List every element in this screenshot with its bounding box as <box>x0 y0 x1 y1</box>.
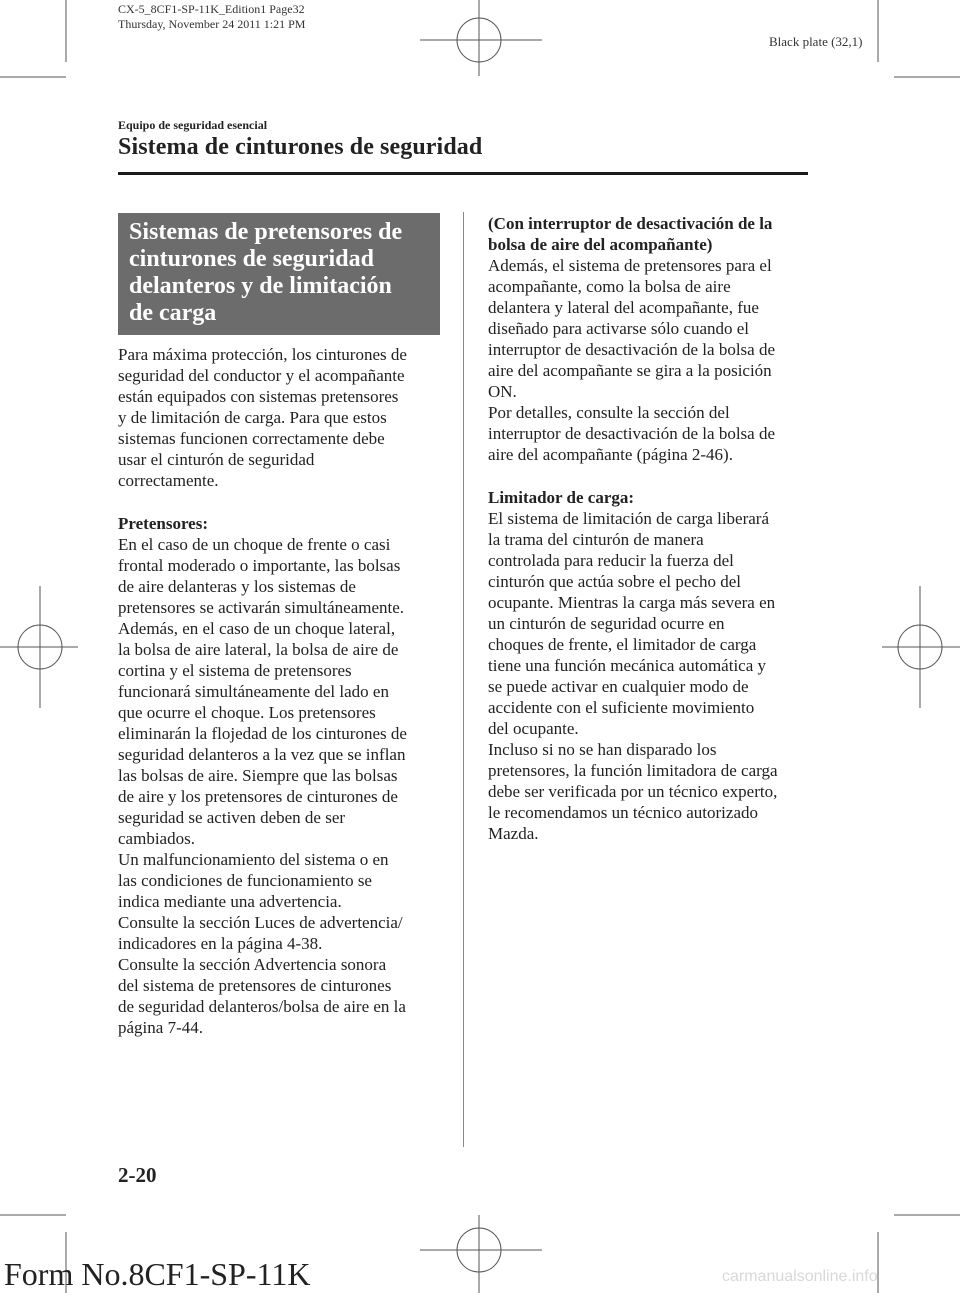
text-line: indicadores en la página 4-38. <box>118 934 323 953</box>
text-line: Consulte la sección Luces de advertencia/ <box>118 913 403 932</box>
article-title-line: cinturones de seguridad <box>129 246 374 272</box>
column-divider <box>463 212 464 1147</box>
text-line: correctamente. <box>118 471 219 490</box>
text-line: frontal moderado o importante, las bolsas <box>118 556 401 575</box>
subheading <box>488 487 810 508</box>
text-line: están equipados con sistemas pretensores <box>118 387 399 406</box>
text-line: Pretensores: <box>118 514 209 533</box>
article-title-line: Sistemas de pretensores de <box>129 219 403 245</box>
text-line: Para máxima protección, los cinturones de <box>118 345 407 364</box>
text-line: delantera y lateral del acompañante, fue <box>488 298 759 317</box>
subheading <box>488 213 810 255</box>
text-line: acompañante, como la bolsa de aire <box>488 277 731 296</box>
text-line: interruptor de desactivación de la bolsa de <box>488 424 775 443</box>
text-line: accidente con el suficiente movimiento <box>488 698 755 717</box>
text-line: del sistema de pretensores de cinturones <box>118 976 392 995</box>
text-line: cortina y el sistema de pretensores <box>118 661 352 680</box>
plate-label: Black plate (32,1) <box>769 34 863 49</box>
right-column <box>488 213 810 844</box>
text-line: Además, el sistema de pretensores para el <box>488 256 772 275</box>
text-line: página 7-44. <box>118 1018 203 1037</box>
watermark: carmanualsonline.info <box>722 1268 878 1285</box>
text-line: (Con interruptor de desactivación de la <box>488 214 773 233</box>
text-line: controlada para reducir la fuerza del <box>488 551 734 570</box>
text-line: seguridad delanteros a la vez que se inflan <box>118 745 406 764</box>
text-line: de seguridad delanteros/bolsa de aire en la <box>118 997 406 1016</box>
left-column <box>118 344 440 1038</box>
text-line: le recomendamos un técnico autorizado <box>488 803 758 822</box>
paragraph <box>118 534 440 1038</box>
form-number: Form No.8CF1-SP-11K <box>4 1256 311 1292</box>
text-line: Un malfuncionamiento del sistema o en <box>118 850 389 869</box>
text-line: cinturón que actúa sobre el pecho del <box>488 572 742 591</box>
text-line: cambiados. <box>118 829 195 848</box>
text-line: interruptor de desactivación de la bolsa de <box>488 340 775 359</box>
text-line: diseñado para activarse sólo cuando el <box>488 319 750 338</box>
text-line: las condiciones de funcionamiento se <box>118 871 372 890</box>
text-line: que ocurre el choque. Los pretensores <box>118 703 376 722</box>
text-line: pretensores se activarán simultáneamente. <box>118 598 405 617</box>
print-file-line: CX-5_8CF1-SP-11K_Edition1 Page32 <box>118 2 305 16</box>
page-title: Sistema de cinturones de seguridad <box>118 134 483 160</box>
text-line: la bolsa de aire lateral, la bolsa de aire de <box>118 640 399 659</box>
paragraph-gap <box>118 491 440 513</box>
text-line: la trama del cinturón de manera <box>488 530 704 549</box>
text-line: funcionará simultáneamente del lado en <box>118 682 389 701</box>
text-line: aire del acompañante (página 2-46). <box>488 445 733 464</box>
text-line: un cinturón de seguridad ocurre en <box>488 614 725 633</box>
text-line: choques de frente, el limitador de carga <box>488 635 757 654</box>
text-line: Consulte la sección Advertencia sonora <box>118 955 387 974</box>
text-line: El sistema de limitación de carga liberará <box>488 509 770 528</box>
paragraph <box>488 255 810 465</box>
text-line: aire del acompañante se gira a la posición <box>488 361 772 380</box>
article-title-box <box>118 213 440 335</box>
text-line: indica mediante una advertencia. <box>118 892 342 911</box>
text-line: ON. <box>488 382 517 401</box>
text-line: del ocupante. <box>488 719 579 738</box>
heading-rule <box>118 172 808 175</box>
text-line: de aire y los pretensores de cinturones de <box>118 787 398 806</box>
text-line: tiene una función mecánica automática y <box>488 656 767 675</box>
print-job-info <box>118 2 305 32</box>
paragraph <box>118 344 440 491</box>
text-line: de aire delanteras y los sistemas de <box>118 577 356 596</box>
text-line: seguridad se activen deben de ser <box>118 808 346 827</box>
text-line: En el caso de un choque de frente o casi <box>118 535 391 554</box>
text-line: Además, en el caso de un choque lateral, <box>118 619 396 638</box>
text-line: Incluso si no se han disparado los <box>488 740 717 759</box>
article-title-line: de carga <box>129 300 217 326</box>
text-line: Por detalles, consulte la sección del <box>488 403 730 422</box>
paragraph-gap <box>488 465 810 487</box>
page-number: 2-20 <box>118 1163 157 1187</box>
paragraph <box>488 508 810 844</box>
text-line: seguridad del conductor y el acompañante <box>118 366 405 385</box>
text-line: las bolsas de aire. Siempre que las bolsas <box>118 766 398 785</box>
text-line: eliminarán la flojedad de los cinturones de <box>118 724 407 743</box>
subheading <box>118 513 440 534</box>
text-line: Limitador de carga: <box>488 488 635 507</box>
text-line: y de limitación de carga. Para que estos <box>118 408 387 427</box>
text-line: Mazda. <box>488 824 539 843</box>
text-line: debe ser verificada por un técnico experto, <box>488 782 778 801</box>
section-label: Equipo de seguridad esencial <box>118 118 268 132</box>
text-line: bolsa de aire del acompañante) <box>488 235 713 254</box>
text-line: pretensores, la función limitadora de carga <box>488 761 778 780</box>
text-line: se puede activar en cualquier modo de <box>488 677 749 696</box>
text-line: ocupante. Mientras la carga más severa en <box>488 593 776 612</box>
text-line: sistemas funcionen correctamente debe <box>118 429 385 448</box>
text-line: usar el cinturón de seguridad <box>118 450 315 469</box>
print-date-line: Thursday, November 24 2011 1:21 PM <box>118 17 306 31</box>
article-title-line: delanteros y de limitación <box>129 273 392 299</box>
